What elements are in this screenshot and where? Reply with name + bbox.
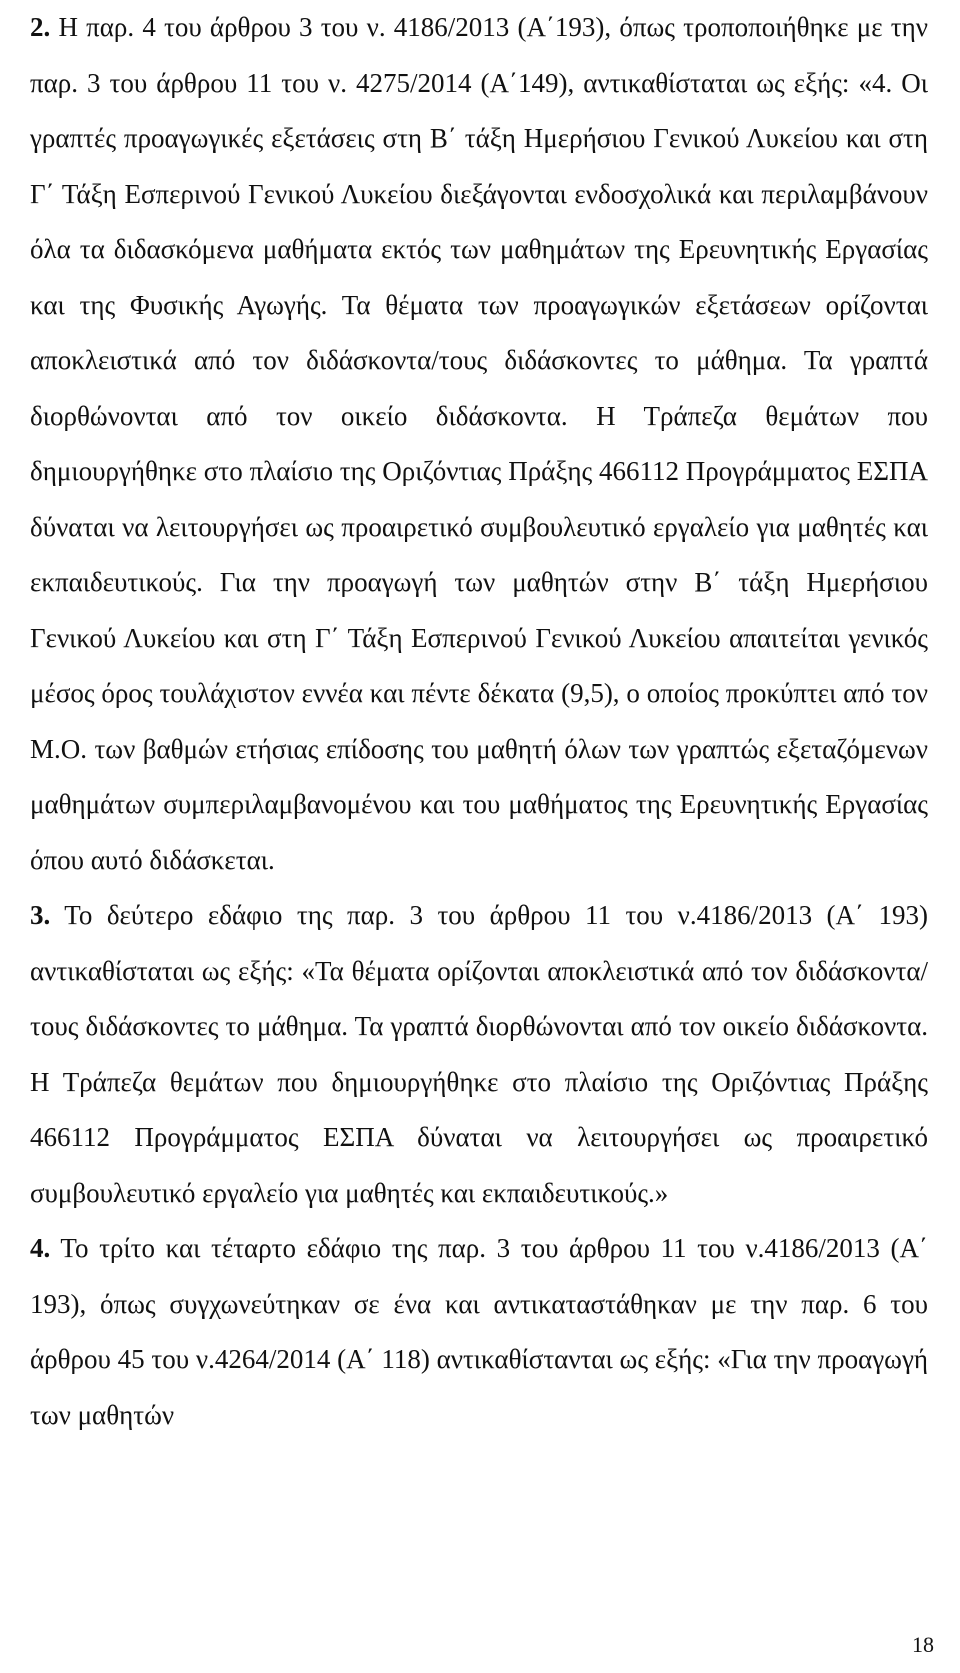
paragraph-4 [30, 1221, 928, 1443]
paragraph-number: 2. [30, 12, 51, 42]
paragraph-number: 4. [30, 1233, 51, 1263]
document-body [30, 0, 928, 1443]
paragraph-text: Το τρίτο και τέταρτο εδάφιο της παρ. 3 του άρθρου 11 του ν.4186/2013 (Α΄ 193), όπως συγχωνεύτηκαν σε ένα και αντικαταστάθηκαν με την παρ. 6 του άρθρου 45 του ν.4264/2014 (Α΄ 118) αντικαθίστανται ως εξής: «Για την προαγωγή των μαθητών [30, 1233, 928, 1430]
paragraph-text: Το δεύτερο εδάφιο της παρ. 3 του άρθρου 11 του ν.4186/2013 (Α΄ 193) αντικαθίσταται ως εξής: «Τα θέματα ορίζονται αποκλειστικά από τον διδάσκοντα/τους διδάσκοντες το μάθημα. Τα γραπτά διορθώνονται από τον οικείο διδάσκοντα. Η Τράπεζα θεμάτων που δημιουργήθηκε στο πλαίσιο της Οριζόντιας Πράξης 466112 Προγράμματος ΕΣΠΑ δύναται να λειτουργήσει ως προαιρετικό συμβουλευτικό εργαλείο για μαθητές και εκπαιδευτικούς.» [30, 900, 928, 1208]
paragraph-3 [30, 888, 928, 1221]
paragraph-2 [30, 0, 928, 888]
paragraph-text: Η παρ. 4 του άρθρου 3 του ν. 4186/2013 (Α΄193), όπως τροποποιήθηκε με την παρ. 3 του άρθρου 11 του ν. 4275/2014 (Α΄149), αντικαθίσταται ως εξής: «4. Οι γραπτές προαγωγικές εξετάσεις στη Β΄ τάξη Ημερήσιου Γενικού Λυκείου και στη Γ΄ Τάξη Εσπερινού Γενικού Λυκείου διεξάγονται ενδοσχολικά και περιλαμβάνουν όλα τα διδασκόμενα μαθήματα εκτός των μαθημάτων της Ερευνητικής Εργασίας και της Φυσικής Αγωγής. Τα θέματα των προαγωγικών εξετάσεων ορίζονται αποκλειστικά από τον διδάσκοντα/τους διδάσκοντες το μάθημα. Τα γραπτά διορθώνονται από τον οικείο διδάσκοντα. Η Τράπεζα θεμάτων που δημιουργήθηκε στο πλαίσιο της Οριζόντιας Πράξης 466112 Προγράμματος ΕΣΠΑ δύναται να λειτουργήσει ως προαιρετικό συμβουλευτικό εργαλείο για μαθητές και εκπαιδευτικούς. Για την προαγωγή των μαθητών στην Β΄ τάξη Ημερήσιου Γενικού Λυκείου και στη Γ΄ Τάξη Εσπερινού Γενικού Λυκείου απαιτείται γενικός μέσος όρος τουλάχιστον εννέα και πέντε δέκατα (9,5), ο οποίος προκύπτει από τον Μ.Ο. των βαθμών ετήσιας επίδοσης του μαθητή όλων των γραπτώς εξεταζόμενων μαθημάτων συμπεριλαμβανομένου και του μαθήματος της Ερευνητικής Εργασίας όπου αυτό διδάσκεται. [30, 12, 928, 875]
page-number: 18 [912, 1632, 934, 1657]
paragraph-number: 3. [30, 900, 51, 930]
